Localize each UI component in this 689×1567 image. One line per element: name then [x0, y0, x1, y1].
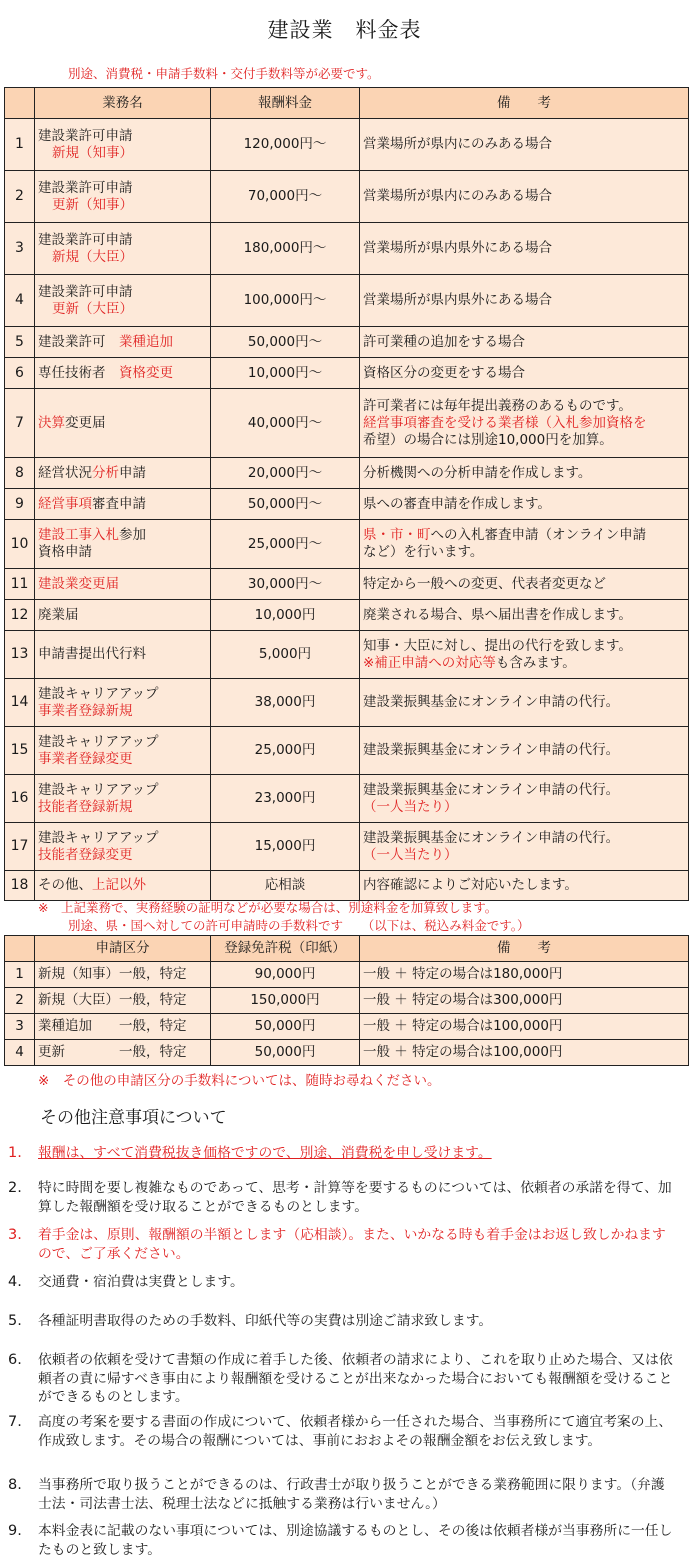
- fee-value: 70,000円～: [211, 171, 360, 223]
- row-number: 7: [5, 389, 35, 458]
- remarks: [360, 520, 689, 569]
- service-name: [35, 275, 211, 327]
- notice-text: 当事務所で取り扱うことができるのは、行政書士が取り扱うことができる業務範囲に限ります。（弁護士法・司法書士法、税理士法などに抵触する業務は行いません。）: [38, 1477, 665, 1512]
- row-number: 9: [5, 489, 35, 520]
- remarks-note-tail: も含みます。: [495, 654, 576, 671]
- remarks: 内容確認によりご対応いたします。: [360, 871, 689, 901]
- table-row: [5, 569, 689, 600]
- row-number: 2: [5, 988, 35, 1014]
- row-number: 3: [5, 1014, 35, 1040]
- stamp-fee: 50,000円: [211, 1014, 360, 1040]
- table-row: [5, 119, 689, 171]
- header-service: 業務名: [35, 88, 211, 119]
- service-name-main: 建設キャリアアップ: [38, 685, 159, 702]
- service-name-sub: 新規（知事）: [52, 144, 133, 161]
- remarks: 一般 ＋ 特定の場合は300,000円: [360, 988, 689, 1014]
- header-category: 申請区分: [35, 936, 211, 962]
- service-name: [35, 823, 211, 871]
- table-row: [5, 275, 689, 327]
- notice-number: 6.: [8, 1352, 22, 1368]
- remarks: 廃業される場合、県へ届出書を作成します。: [360, 600, 689, 631]
- header-no: [5, 88, 35, 119]
- fee-value: 180,000円～: [211, 223, 360, 275]
- fee-value: 50,000円～: [211, 327, 360, 358]
- category: 更新 一般，特定: [35, 1040, 211, 1066]
- remarks: [360, 389, 689, 458]
- service-name: [35, 327, 211, 358]
- service-name: [35, 520, 211, 569]
- remarks: [360, 631, 689, 679]
- row-number: 1: [5, 962, 35, 988]
- fee-table-header: [5, 88, 689, 119]
- bottom-note: ※ その他の申請区分の手数料については、随時お尋ねください。: [38, 1073, 441, 1089]
- notice-item: [8, 1522, 676, 1559]
- row-number: 18: [5, 871, 35, 901]
- row-number: 6: [5, 358, 35, 389]
- remarks-line: 知事・大臣に対し、提出の代行を致します。: [363, 637, 632, 654]
- category: 業種追加 一般，特定: [35, 1014, 211, 1040]
- table-row: [5, 389, 689, 458]
- stamp-fee: 150,000円: [211, 988, 360, 1014]
- service-name-sub: 新規（大臣）: [52, 248, 133, 265]
- service-name-main: 建設業許可申請: [38, 127, 133, 144]
- remarks-line: 許可業者には毎年提出義務のあるものです。: [363, 397, 632, 414]
- remarks: 許可業種の追加をする場合: [360, 327, 689, 358]
- service-name-main: 建設業許可申請: [38, 283, 133, 300]
- table-row: [5, 679, 689, 727]
- service-name: [35, 871, 211, 901]
- row-number: 15: [5, 727, 35, 775]
- service-name-main: 建設業許可: [38, 333, 119, 350]
- fee-value: 38,000円: [211, 679, 360, 727]
- stamp-duty-table: [4, 935, 689, 1066]
- notice-number: 9.: [8, 1523, 22, 1539]
- service-name-main: 建設業許可申請: [38, 179, 133, 196]
- service-name: [35, 171, 211, 223]
- remarks-line: [363, 655, 685, 672]
- service-name-main: その他、: [38, 877, 92, 893]
- header-no: [5, 936, 35, 962]
- service-name-main: 建設キャリアアップ: [38, 829, 159, 846]
- service-name: 申請書提出代行料: [35, 631, 211, 679]
- service-name: [35, 389, 211, 458]
- page-title: 建設業 料金表: [267, 18, 422, 42]
- notice-item: [8, 1351, 676, 1407]
- category: 新規（大臣）一般，特定: [35, 988, 211, 1014]
- remarks: [360, 823, 689, 871]
- table-row: [5, 871, 689, 901]
- notice-text: 報酬は、すべて消費税抜き価格ですので、別途、消費税を申し受けます。: [38, 1145, 492, 1161]
- fee-value: 10,000円～: [211, 358, 360, 389]
- service-name-main: 経営事項: [38, 495, 92, 512]
- remarks: 建設業振興基金にオンライン申請の代行。: [360, 727, 689, 775]
- notice-number: 3.: [8, 1227, 22, 1243]
- stamp-fee: 90,000円: [211, 962, 360, 988]
- table-row: [5, 1014, 689, 1040]
- table-row: [5, 988, 689, 1014]
- table-row: [5, 1040, 689, 1066]
- service-name: [35, 223, 211, 275]
- fee-value: 30,000円～: [211, 569, 360, 600]
- row-number: 10: [5, 520, 35, 569]
- fee-table: [4, 87, 689, 901]
- row-number: 1: [5, 119, 35, 171]
- remarks: 営業場所が県内県外にある場合: [360, 275, 689, 327]
- row-number: 3: [5, 223, 35, 275]
- service-name-sub: 変更届: [65, 414, 106, 431]
- service-name: [35, 727, 211, 775]
- service-name: [35, 489, 211, 520]
- notice-number: 2.: [8, 1180, 22, 1196]
- row-number: 12: [5, 600, 35, 631]
- service-name-sub: 技能者登録新規: [38, 798, 133, 815]
- header-remarks: 備 考: [360, 88, 689, 119]
- remarks: 営業場所が県内県外にある場合: [360, 223, 689, 275]
- row-number: 16: [5, 775, 35, 823]
- remarks-line: 建設業振興基金にオンライン申請の代行。: [363, 781, 620, 798]
- notice-number: 7.: [8, 1414, 22, 1430]
- fee-value: 120,000円～: [211, 119, 360, 171]
- remarks-note: ※補正申請への対応等: [363, 654, 496, 671]
- table-row: [5, 358, 689, 389]
- remarks-line: 建設業振興基金にオンライン申請の代行。: [363, 829, 620, 846]
- notices-heading: その他注意事項について: [40, 1108, 227, 1128]
- remarks: 特定から一般への変更、代表者変更など: [360, 569, 689, 600]
- fee-value: 5,000円: [211, 631, 360, 679]
- notice-number: 5.: [8, 1313, 22, 1329]
- service-name-sub: 資格変更: [119, 364, 173, 381]
- table-row: [5, 962, 689, 988]
- notice-item: [8, 1179, 676, 1216]
- row-number: 17: [5, 823, 35, 871]
- service-name: [35, 358, 211, 389]
- service-name-main: 建設キャリアアップ: [38, 781, 159, 798]
- fee-value: 20,000円～: [211, 458, 360, 489]
- service-name: [35, 775, 211, 823]
- remarks: 県への審査申請を作成します。: [360, 489, 689, 520]
- table-row: [5, 171, 689, 223]
- service-name-sub: 更新（知事）: [52, 196, 133, 213]
- service-name-sub: 分析: [92, 464, 119, 481]
- remarks: 一般 ＋ 特定の場合は100,000円: [360, 1014, 689, 1040]
- service-name-sub: 事業者登録新規: [38, 702, 133, 719]
- row-number: 14: [5, 679, 35, 727]
- notice-item: [8, 1476, 676, 1513]
- service-name: [35, 458, 211, 489]
- table-row: [5, 631, 689, 679]
- row-number: 5: [5, 327, 35, 358]
- service-name: [35, 679, 211, 727]
- notice-text: 特に時間を要し複雑なものであって、思考・計算等を要するものについては、依頼者の承諾を得て、加算した報酬額を受け取ることができるものとします。: [38, 1180, 672, 1215]
- notice-text: 交通費・宿泊費は実費とします。: [38, 1274, 244, 1290]
- fee-value: 100,000円～: [211, 275, 360, 327]
- notice-number: 1.: [8, 1145, 22, 1161]
- service-name-sub: 参加: [119, 527, 146, 543]
- row-number: 2: [5, 171, 35, 223]
- fee-value: 40,000円～: [211, 389, 360, 458]
- notice-item: [8, 1226, 676, 1263]
- service-name-sub: 事業者登録変更: [38, 750, 133, 767]
- service-name-tail: 資格申請: [38, 544, 92, 560]
- table-row: [5, 775, 689, 823]
- table-row: [5, 223, 689, 275]
- table-row: [5, 520, 689, 569]
- fee-value: 25,000円: [211, 727, 360, 775]
- remarks: 営業場所が県内にのみある場合: [360, 119, 689, 171]
- remarks: 資格区分の変更をする場合: [360, 358, 689, 389]
- fee-value: 15,000円: [211, 823, 360, 871]
- remarks: 建設業振興基金にオンライン申請の代行。: [360, 679, 689, 727]
- service-name-main: 経営状況: [38, 464, 92, 481]
- row-number: 4: [5, 1040, 35, 1066]
- service-name: 廃業届: [35, 600, 211, 631]
- table-row: [5, 458, 689, 489]
- service-name-main: 決算: [38, 414, 65, 431]
- remarks-line: 県・市・町: [363, 527, 431, 543]
- notice-number: 8.: [8, 1477, 22, 1493]
- service-name-main: 建設業許可申請: [38, 231, 133, 248]
- service-name-sub: 上記以外: [92, 877, 146, 893]
- service-name-main: 専任技術者: [38, 364, 119, 381]
- category: 新規（知事）一般，特定: [35, 962, 211, 988]
- notice-text: 高度の考案を要する書面の作成について、依頼者様から一任された場合、当事務所にて適宜考案の上、作成致します。その場合の報酬については、事前におおよその報酬金額をお伝え致します。: [38, 1414, 673, 1449]
- row-number: 13: [5, 631, 35, 679]
- service-name-main: 建設キャリアアップ: [38, 733, 159, 750]
- remarks: 一般 ＋ 特定の場合は100,000円: [360, 1040, 689, 1066]
- remarks-line: 経営事項審査を受ける業者様（入札参加資格を: [363, 414, 647, 431]
- service-name-sub: 技能者登録変更: [38, 846, 133, 863]
- header-stamp-fee: 登録免許税（印紙）: [211, 936, 360, 962]
- table-row: [5, 823, 689, 871]
- table-row: [5, 327, 689, 358]
- remarks-line: （一人当たり）: [363, 846, 458, 863]
- header-remarks: 備 考: [360, 936, 689, 962]
- remarks: 分析機関への分析申請を作成します。: [360, 458, 689, 489]
- remarks: 一般 ＋ 特定の場合は180,000円: [360, 962, 689, 988]
- table-row: [5, 727, 689, 775]
- service-name: [35, 119, 211, 171]
- remarks: [360, 775, 689, 823]
- mid-note-1: ※ 上記業務で、実務経験の証明などが必要な場合は、別途料金を加算致します。: [38, 900, 498, 915]
- remarks: 営業場所が県内にのみある場合: [360, 171, 689, 223]
- notice-number: 4.: [8, 1274, 22, 1290]
- notice-text: 各種証明書取得のための手数料、印紙代等の実費は別途ご請求致します。: [38, 1313, 493, 1329]
- notice-text: 本料金表に記載のない事項については、別途協議するものとし、その後は依頼者様が当事務所に一任したものと致します。: [38, 1523, 673, 1558]
- service-name-sub: 更新（大臣）: [52, 300, 133, 317]
- row-number: 8: [5, 458, 35, 489]
- mid-note-2: 別途、県・国へ対しての許可申請時の手数料です （以下は、税込み料金です。）: [68, 918, 530, 933]
- remarks-line: など）を行います。: [363, 544, 484, 560]
- service-name-main: 建設工事入札: [38, 527, 119, 543]
- fee-value: 25,000円～: [211, 520, 360, 569]
- top-note: 別途、消費税・申請手数料・交付手数料等が必要です。: [68, 66, 380, 81]
- notice-item: [8, 1144, 676, 1163]
- service-name-tail: 申請: [119, 464, 146, 481]
- notice-item: [8, 1273, 676, 1292]
- service-name-sub: 審査申請: [92, 495, 146, 512]
- fee-value: 応相談: [211, 871, 360, 901]
- fee-value: 50,000円～: [211, 489, 360, 520]
- table-row: [5, 600, 689, 631]
- table-row: [5, 489, 689, 520]
- service-name-sub: 業種追加: [119, 333, 173, 350]
- remarks-line: 希望）の場合には別途10,000円を加算。: [363, 431, 613, 448]
- row-number: 4: [5, 275, 35, 327]
- notice-text: 着手金は、原則、報酬額の半額とします（応相談）。また、いかなる時も着手金はお返し致しかねますので、ご了承ください。: [38, 1227, 666, 1262]
- notice-item: [8, 1312, 676, 1331]
- remarks-line: への入札審査申請（オンライン申請: [430, 527, 647, 543]
- fee-value: 10,000円: [211, 600, 360, 631]
- row-number: 11: [5, 569, 35, 600]
- fee-value: 23,000円: [211, 775, 360, 823]
- service-name: 建設業変更届: [35, 569, 211, 600]
- stamp-fee: 50,000円: [211, 1040, 360, 1066]
- header-fee: 報酬料金: [211, 88, 360, 119]
- notice-text: 依頼者の依頼を受けて書類の作成に着手した後、依頼者の請求により、これを取り止めた場合、又は依頼者の責に帰すべき事由により報酬額を受けることが出来なかった場合においても報酬額を受けることができるものとします。: [38, 1352, 673, 1405]
- remarks-line: （一人当たり）: [363, 798, 458, 815]
- notice-item: [8, 1413, 676, 1450]
- stamp-table-header: [5, 936, 689, 962]
